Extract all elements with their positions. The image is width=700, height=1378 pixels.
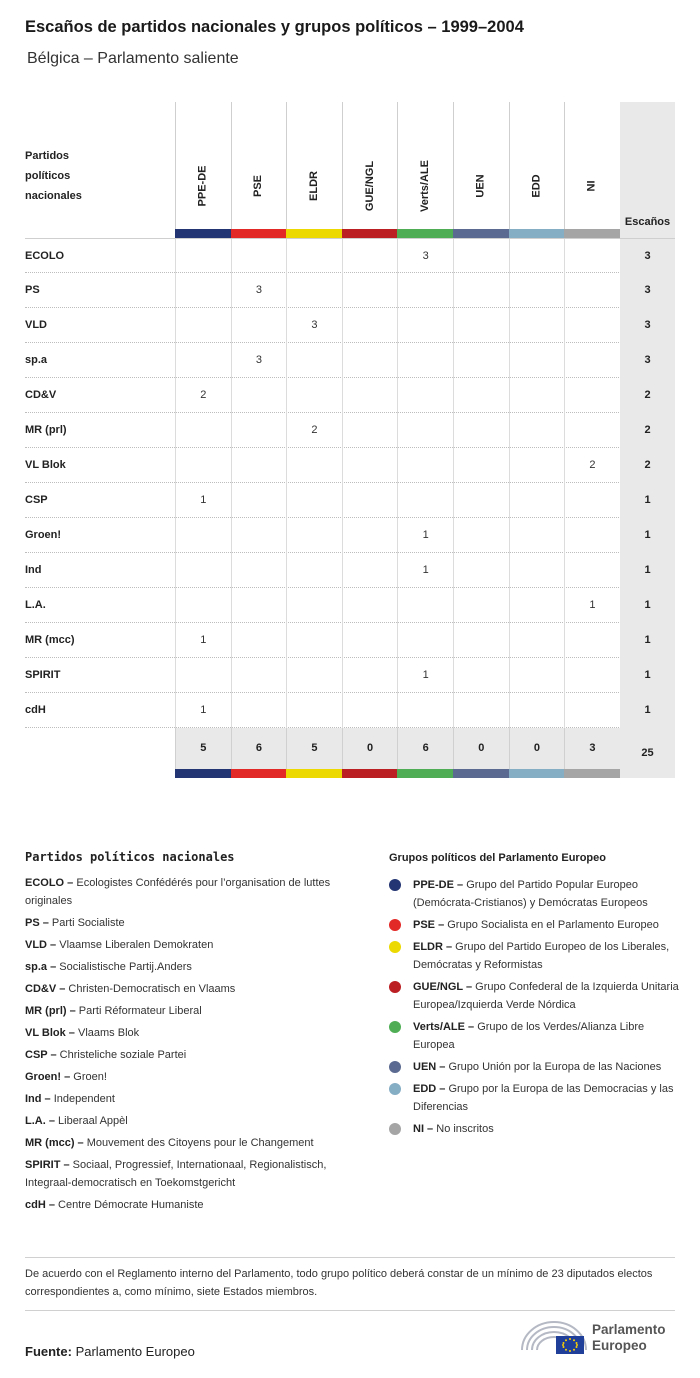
row-total: 3 [620, 239, 675, 274]
hemicycle-icon [520, 1320, 588, 1356]
group-label: NI [585, 180, 598, 192]
party-abbr: MR (mcc) – [25, 1137, 84, 1149]
seat-cell [453, 308, 509, 343]
source [25, 1344, 195, 1359]
groups-legend [389, 850, 679, 1142]
group-legend-item [389, 876, 679, 912]
seat-cell [342, 588, 398, 623]
row-total: 1 [620, 518, 675, 553]
seat-cell [397, 343, 453, 378]
seat-cell [286, 239, 342, 274]
party-desc: Christeliche soziale Partei [56, 1049, 187, 1061]
group-color-bar [175, 229, 231, 238]
seat-cell [231, 413, 287, 448]
seat-cell [175, 343, 231, 378]
party-desc: Mouvement des Citoyens pour le Changement [83, 1137, 314, 1149]
table-row [25, 308, 675, 343]
party-name: Groen! [25, 529, 62, 541]
group-color-bar [175, 769, 231, 778]
seat-cell [397, 483, 453, 518]
seat-cell: 3 [231, 273, 287, 308]
seat-cell [286, 448, 342, 483]
group-legend-item [389, 1120, 679, 1138]
seat-cell [175, 448, 231, 483]
seat-cell: 3 [231, 343, 287, 378]
ep-logo [520, 1320, 680, 1360]
seats-header [620, 102, 675, 238]
group-color-bar [397, 229, 453, 238]
group-total: 5 [286, 728, 342, 769]
party-desc: Christen-Democratisch en Vlaams [65, 983, 236, 995]
party-name: MR (prl) [25, 424, 67, 436]
seat-cell [286, 658, 342, 693]
group-abbr: GUE/NGL – [413, 981, 473, 993]
logo-line2: Europeo [592, 1338, 647, 1353]
party-desc: Parti Réformateur Liberal [75, 1005, 202, 1017]
party-name: CSP [25, 494, 48, 506]
seat-cell [564, 623, 620, 658]
party-legend-item [25, 1068, 365, 1086]
party-abbr: sp.a – [25, 961, 57, 973]
group-total: 5 [175, 728, 231, 769]
seat-cell [342, 553, 398, 588]
seat-cell [342, 343, 398, 378]
party-legend-item [25, 914, 365, 932]
seat-cell [231, 623, 287, 658]
group-color-dot-icon [389, 1083, 401, 1095]
party-desc: Sociaal, Progressief, Internationaal, Regionalistisch, Integraal-democratisch en Toekomstgericht [25, 1159, 327, 1189]
group-color-dot-icon [389, 981, 401, 993]
seat-cell [397, 308, 453, 343]
group-color-dot-icon [389, 1021, 401, 1033]
seats-table [25, 102, 675, 778]
seat-cell [286, 378, 342, 413]
seat-cell [509, 518, 565, 553]
group-desc: Grupo del Partido Popular Europeo (Demócrata-Cristianos) y Demócratas Europeos [413, 879, 648, 909]
party-name: Ind [25, 564, 42, 576]
seat-cell [509, 308, 565, 343]
seat-cell [564, 343, 620, 378]
table-row [25, 693, 675, 728]
seat-cell: 3 [397, 239, 453, 274]
group-legend-item [389, 916, 679, 934]
group-column-header [397, 102, 453, 238]
party-abbr: ECOLO – [25, 877, 74, 889]
seat-cell [342, 448, 398, 483]
party-name: VL Blok [25, 459, 66, 471]
group-color-dot-icon [389, 1061, 401, 1073]
table-header [25, 102, 675, 238]
group-label: UEN [474, 174, 487, 198]
group-column-header [342, 102, 398, 238]
party-abbr: PS – [25, 917, 49, 929]
seat-cell [231, 308, 287, 343]
seat-cell [286, 273, 342, 308]
seat-cell [342, 378, 398, 413]
group-desc: Grupo Unión por la Europa de las Naciones [445, 1061, 662, 1073]
party-name: MR (mcc) [25, 634, 75, 646]
seat-cell [509, 623, 565, 658]
row-total: 2 [620, 448, 675, 483]
seat-cell [509, 588, 565, 623]
row-total: 1 [620, 588, 675, 623]
party-abbr: CD&V – [25, 983, 66, 995]
page-subtitle: Bélgica – Parlamento saliente [27, 50, 239, 67]
seat-cell [175, 413, 231, 448]
seat-cell [453, 343, 509, 378]
row-total: 1 [620, 693, 675, 728]
seat-cell [564, 413, 620, 448]
row-total: 3 [620, 308, 675, 343]
seat-cell [231, 588, 287, 623]
row-total: 3 [620, 343, 675, 378]
seat-cell [564, 483, 620, 518]
divider [25, 1257, 675, 1258]
seat-cell [342, 273, 398, 308]
group-color-bar [453, 229, 509, 238]
seat-cell [509, 239, 565, 274]
seat-cell [175, 308, 231, 343]
row-total: 2 [620, 413, 675, 448]
group-color-dot-icon [389, 1123, 401, 1135]
seat-cell: 2 [286, 413, 342, 448]
seat-cell [509, 553, 565, 588]
group-total: 0 [509, 728, 565, 769]
seat-cell [342, 413, 398, 448]
page-title: Escaños de partidos nacionales y grupos políticos – 1999–2004 [25, 18, 524, 36]
group-abbr: EDD – [413, 1083, 446, 1095]
seat-cell [231, 518, 287, 553]
seat-cell [509, 448, 565, 483]
seat-cell [397, 413, 453, 448]
party-name: cdH [25, 704, 46, 716]
seat-cell [453, 273, 509, 308]
group-total: 0 [342, 728, 398, 769]
group-column-header [286, 102, 342, 238]
group-desc: Grupo por la Europa de las Democracias y las Diferencias [413, 1083, 674, 1113]
party-desc: Parti Socialiste [48, 917, 125, 929]
party-abbr: L.A. – [25, 1115, 55, 1127]
group-label: PPE-DE [196, 165, 209, 207]
row-total: 3 [620, 273, 675, 308]
group-total: 6 [231, 728, 287, 769]
row-total: 1 [620, 553, 675, 588]
seat-cell [231, 483, 287, 518]
party-desc: Centre Démocrate Humaniste [54, 1199, 204, 1211]
seat-cell: 1 [397, 553, 453, 588]
seat-cell [509, 378, 565, 413]
group-label: PSE [252, 174, 265, 198]
group-label: ELDR [307, 171, 320, 201]
party-legend-item [25, 980, 365, 998]
seat-cell [231, 378, 287, 413]
row-total: 1 [620, 623, 675, 658]
seat-cell [564, 553, 620, 588]
seat-cell [453, 239, 509, 274]
table-row [25, 483, 675, 518]
seat-cell [397, 623, 453, 658]
seat-cell [509, 413, 565, 448]
group-desc: Grupo Confederal de la Izquierda Unitaria Europea/Izquierda Verde Nórdica [413, 981, 679, 1011]
party-legend-item [25, 1156, 365, 1192]
row-total: 2 [620, 378, 675, 413]
group-color-bar [453, 769, 509, 778]
seat-cell [564, 693, 620, 728]
group-column-header [564, 102, 620, 238]
group-color-bar [342, 229, 398, 238]
party-name: VLD [25, 319, 47, 331]
row-header-label: Partidos políticos nacionales [25, 150, 82, 202]
party-desc: Liberaal Appèl [54, 1115, 128, 1127]
seat-cell [397, 273, 453, 308]
group-total: 6 [397, 728, 453, 769]
seat-cell [564, 239, 620, 274]
seat-cell [397, 378, 453, 413]
group-abbr: PSE – [413, 919, 445, 931]
seat-cell [231, 448, 287, 483]
seat-cell [453, 658, 509, 693]
party-name: L.A. [25, 599, 46, 611]
seat-cell: 1 [175, 483, 231, 518]
group-column-header [231, 102, 287, 238]
seat-cell [175, 588, 231, 623]
group-column-header [509, 102, 565, 238]
party-abbr: cdH – [25, 1199, 55, 1211]
seat-cell [509, 693, 565, 728]
party-abbr: VLD – [25, 939, 57, 951]
seat-cell: 1 [397, 518, 453, 553]
party-legend-item [25, 1002, 365, 1020]
group-desc: No inscritos [433, 1123, 494, 1135]
table-row [25, 448, 675, 483]
group-color-bar [231, 229, 287, 238]
seats-header-label: Escaños [624, 216, 671, 228]
group-color-bar [397, 769, 453, 778]
seat-cell [286, 553, 342, 588]
group-legend-item [389, 1058, 679, 1076]
seat-cell [509, 273, 565, 308]
seat-cell: 2 [175, 378, 231, 413]
party-legend-item [25, 1090, 365, 1108]
group-color-bar [509, 229, 565, 238]
party-desc: Vlaamse Liberalen Demokraten [56, 939, 214, 951]
seat-cell [453, 413, 509, 448]
grand-total: 25 [620, 728, 675, 778]
group-legend-item [389, 978, 679, 1014]
party-abbr: MR (prl) – [25, 1005, 76, 1017]
seat-cell [564, 658, 620, 693]
group-desc: Grupo de los Verdes/Alianza Libre Europea [413, 1021, 645, 1051]
party-legend-item [25, 1112, 365, 1130]
seat-cell [453, 693, 509, 728]
source-label: Fuente: [25, 1344, 72, 1359]
group-label: GUE/NGL [363, 160, 376, 212]
seat-cell [397, 588, 453, 623]
group-column-header [175, 102, 231, 238]
seat-cell [453, 448, 509, 483]
party-abbr: CSP – [25, 1049, 57, 1061]
group-abbr: PPE-DE – [413, 879, 464, 891]
group-abbr: Verts/ALE – [413, 1021, 475, 1033]
seat-cell [342, 693, 398, 728]
table-body [25, 238, 675, 728]
totals-row [25, 728, 675, 778]
seat-cell [175, 273, 231, 308]
group-total: 3 [564, 728, 620, 769]
source-value: Parlamento Europeo [75, 1344, 195, 1359]
group-abbr: UEN – [413, 1061, 446, 1073]
seat-cell [453, 553, 509, 588]
group-color-bar [564, 769, 620, 778]
party-name: sp.a [25, 354, 48, 366]
table-row [25, 343, 675, 378]
group-color-bar [509, 769, 565, 778]
seat-cell [231, 693, 287, 728]
seat-cell [453, 483, 509, 518]
party-legend-item [25, 1024, 365, 1042]
group-color-bar [564, 229, 620, 238]
seat-cell [175, 553, 231, 588]
seat-cell [564, 273, 620, 308]
seat-cell [453, 378, 509, 413]
seat-cell [286, 588, 342, 623]
party-abbr: SPIRIT – [25, 1159, 70, 1171]
seat-cell [397, 448, 453, 483]
seat-cell [286, 518, 342, 553]
party-legend-item [25, 936, 365, 954]
seat-cell [342, 623, 398, 658]
seat-cell [175, 518, 231, 553]
seat-cell [286, 343, 342, 378]
seat-cell: 1 [175, 693, 231, 728]
group-color-bar [342, 769, 398, 778]
party-name: ECOLO [25, 250, 65, 262]
seat-cell [453, 588, 509, 623]
seat-cell [231, 658, 287, 693]
party-legend-item [25, 1134, 365, 1152]
row-total: 1 [620, 483, 675, 518]
party-desc: Ecologistes Confédérés pour l’organisation de luttes originales [25, 877, 331, 907]
party-abbr: Ind – [25, 1093, 51, 1105]
party-legend-item [25, 1196, 365, 1214]
table-row [25, 658, 675, 693]
party-legend-item [25, 874, 365, 910]
seat-cell [231, 239, 287, 274]
group-color-dot-icon [389, 879, 401, 891]
seat-cell [286, 483, 342, 518]
seat-cell [564, 308, 620, 343]
seat-cell: 1 [397, 658, 453, 693]
party-abbr: Groen! – [25, 1071, 71, 1083]
group-color-bar [286, 769, 342, 778]
group-desc: Grupo del Partido Europeo de los Liberales, Demócratas y Reformistas [413, 941, 670, 971]
seat-cell [397, 693, 453, 728]
group-legend-item [389, 1080, 679, 1116]
group-color-bar [231, 769, 287, 778]
seat-cell [509, 343, 565, 378]
party-desc: Vlaams Blok [74, 1027, 140, 1039]
seat-cell [231, 553, 287, 588]
party-desc: Groen! [70, 1071, 107, 1083]
seat-cell [286, 693, 342, 728]
group-color-dot-icon [389, 919, 401, 931]
seat-cell [564, 378, 620, 413]
party-name: CD&V [25, 389, 57, 401]
group-color-bar [286, 229, 342, 238]
group-color-dot-icon [389, 941, 401, 953]
table-row [25, 553, 675, 588]
party-desc: Independent [50, 1093, 115, 1105]
row-total: 1 [620, 658, 675, 693]
seat-cell: 2 [564, 448, 620, 483]
table-row [25, 588, 675, 623]
party-name: SPIRIT [25, 669, 61, 681]
parties-legend-title: Partidos políticos nacionales [25, 850, 235, 864]
group-label: EDD [530, 174, 543, 198]
logo-text [592, 1322, 666, 1354]
seat-cell [175, 658, 231, 693]
table-row [25, 518, 675, 553]
seat-cell [342, 239, 398, 274]
seat-cell [342, 308, 398, 343]
group-abbr: ELDR – [413, 941, 453, 953]
table-row [25, 378, 675, 413]
group-legend-item [389, 1018, 679, 1054]
seat-cell [564, 518, 620, 553]
seat-cell [342, 483, 398, 518]
seat-cell: 1 [175, 623, 231, 658]
seat-cell [509, 483, 565, 518]
parties-legend [25, 850, 365, 1218]
seat-cell [509, 658, 565, 693]
group-label: Verts/ALE [419, 160, 432, 212]
seat-cell: 1 [564, 588, 620, 623]
seat-cell: 3 [286, 308, 342, 343]
party-desc: Socialistische Partij.Anders [56, 961, 192, 973]
group-total: 0 [453, 728, 509, 769]
group-legend-item [389, 938, 679, 974]
footnote: De acuerdo con el Reglamento interno del Parlamento, todo grupo político deberá constar de un mínimo de 23 diputados electos correspondientes a, como mínimo, siete Estados miembros. [25, 1268, 653, 1298]
seat-cell [342, 518, 398, 553]
logo-line1: Parlamento [592, 1322, 666, 1337]
party-legend-item [25, 1046, 365, 1064]
party-abbr: VL Blok – [25, 1027, 75, 1039]
table-row [25, 238, 675, 273]
group-column-header [453, 102, 509, 238]
party-name: PS [25, 284, 40, 296]
table-row [25, 413, 675, 448]
seat-cell [286, 623, 342, 658]
group-abbr: NI – [413, 1123, 434, 1135]
seat-cell [175, 239, 231, 274]
group-desc: Grupo Socialista en el Parlamento Europeo [444, 919, 659, 931]
table-row [25, 273, 675, 308]
party-legend-item [25, 958, 365, 976]
divider [25, 1310, 675, 1311]
groups-legend-title: Grupos políticos del Parlamento Europeo [389, 852, 606, 864]
table-row [25, 623, 675, 658]
seat-cell [342, 658, 398, 693]
seat-cell [453, 623, 509, 658]
seat-cell [453, 518, 509, 553]
